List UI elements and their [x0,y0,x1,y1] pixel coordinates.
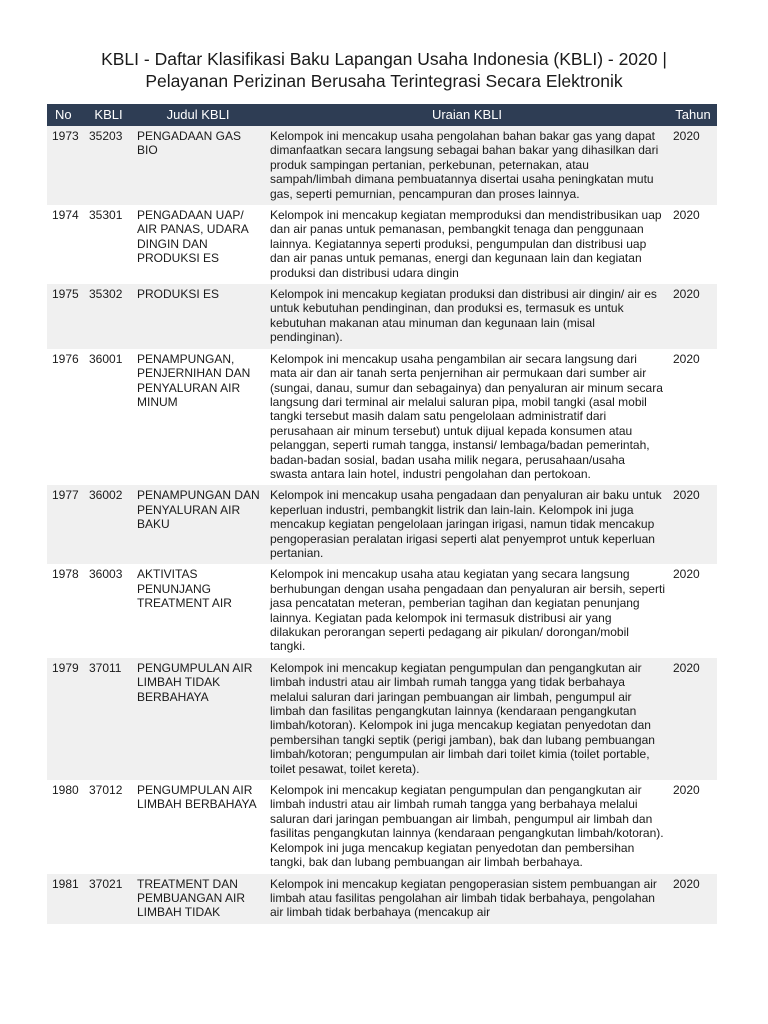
cell-kbli: 36001 [86,349,131,486]
column-header-uraian: Uraian KBLI [265,104,669,126]
cell-uraian: Kelompok ini mencakup usaha atau kegiatan yang secara langsung berhubungan dengan usaha pengadaan dan penyaluran air bersih, seperti jasa pencatatan meteran, pemberian tagihan dan kegiatan penunjang lainnya. Kegiatan pada kelompok ini termasuk distribusi air yang dilakukan perorangan seperti pedagang air pikulan/ dorongan/mobil tangki. [265,564,669,657]
cell-uraian: Kelompok ini mencakup usaha pengadaan dan penyaluran air baku untuk keperluan industri, pembangkit listrik dan lain-lain. Kelompok ini juga mencakup kegiatan pengelolaan jaringan irigasi, namun tidak mencakup pengoperasian peralatan irigasi seperti alat penyemprot untuk keperluan pertanian. [265,485,669,564]
table-row [47,126,717,205]
cell-tahun: 2020 [669,284,717,349]
cell-tahun: 2020 [669,126,717,205]
table-row [47,874,717,924]
column-header-kbli: KBLI [86,104,131,126]
cell-judul: PENAMPUNGAN, PENJERNIHAN DAN PENYALURAN AIR MINUM [131,349,265,486]
table-row [47,658,717,780]
cell-kbli: 35301 [86,205,131,284]
cell-tahun: 2020 [669,564,717,657]
table-row [47,564,717,657]
kbli-table [47,104,717,924]
cell-tahun: 2020 [669,349,717,486]
cell-uraian: Kelompok ini mencakup kegiatan pengoperasian sistem pembuangan air limbah atau fasilitas pengolahan air limbah tidak berbahaya, pengolahan air limbah tidak berbahaya (mencakup air [265,874,669,924]
cell-no: 1974 [47,205,86,284]
cell-kbli: 37011 [86,658,131,780]
cell-tahun: 2020 [669,205,717,284]
cell-uraian: Kelompok ini mencakup kegiatan pengumpulan dan pengangkutan air limbah industri atau air limbah rumah tangga yang tidak berbahaya melalui saluran dari jaringan pembuangan air limbah, pengumpul air limbah dan fasilitas pengangkutan lainnya (kendaraan pengangkutan limbah/kotoran). Kelompok ini juga mencakup kegiatan penyedotan dan pembersihan tangki septik (perigi jamban), bak dan lubang pembuangan limbah/kotoran; pengumpulan air limbah dari toilet kimia (toilet portable, toilet pesawat, toilet kereta). [265,658,669,780]
cell-kbli: 35203 [86,126,131,205]
cell-judul: AKTIVITAS PENUNJANG TREATMENT AIR [131,564,265,657]
document-title [0,48,768,92]
cell-no: 1981 [47,874,86,924]
column-header-no: No [47,104,86,126]
table-row [47,349,717,486]
title-line-2: Pelayanan Perizinan Berusaha Terintegrasi Secara Elektronik [145,71,623,91]
table-header-row [47,104,717,126]
cell-no: 1980 [47,780,86,873]
cell-no: 1979 [47,658,86,780]
cell-judul: PENGADAAN GAS BIO [131,126,265,205]
cell-kbli: 36003 [86,564,131,657]
column-header-tahun: Tahun [669,104,717,126]
cell-judul: PENGUMPULAN AIR LIMBAH TIDAK BERBAHAYA [131,658,265,780]
cell-uraian: Kelompok ini mencakup usaha pengambilan air secara langsung dari mata air dan air tanah serta penjernihan air permukaan dari sumber air (sungai, danau, sumur dan sebagainya) dan penyaluran air minum secara langsung dari terminal air melalui saluran pipa, mobil tangki (asal mobil tangki tersebut masih dalam satu pengelolaan administratif dari perusahaan air minum tersebut) untuk dijual kepada konsumen atau pelanggan, seperti rumah tangga, instansi/ lembaga/badan pemerintah, badan-badan sosial, badan usaha milik negara, perusahaan/usaha swasta antara lain hotel, industri pengolahan dan pertokoan. [265,349,669,486]
column-header-judul: Judul KBLI [131,104,265,126]
cell-no: 1977 [47,485,86,564]
table-row [47,205,717,284]
cell-judul: PENGUMPULAN AIR LIMBAH BERBAHAYA [131,780,265,873]
cell-uraian: Kelompok ini mencakup kegiatan pengumpulan dan pengangkutan air limbah industri atau air limbah rumah tangga yang berbahaya melalui saluran dari jaringan pembuangan air limbah, pengumpul air limbah dan fasilitas pengangkutan lainnya (kendaraan pengangkutan limbah/kotoran). Kelompok ini juga mencakup kegiatan penyedotan dan pembersihan tangki, bak dan lubang pembuangan air limbah berbahaya. [265,780,669,873]
table-row [47,485,717,564]
cell-kbli: 36002 [86,485,131,564]
cell-no: 1975 [47,284,86,349]
cell-tahun: 2020 [669,485,717,564]
cell-judul: TREATMENT DAN PEMBUANGAN AIR LIMBAH TIDAK [131,874,265,924]
table-row [47,284,717,349]
cell-kbli: 37012 [86,780,131,873]
cell-kbli: 35302 [86,284,131,349]
title-line-1: KBLI - Daftar Klasifikasi Baku Lapangan Usaha Indonesia (KBLI) - 2020 | [101,49,667,69]
cell-tahun: 2020 [669,874,717,924]
cell-uraian: Kelompok ini mencakup usaha pengolahan bahan bakar gas yang dapat dimanfaatkan secara langsung sebagai bahan bakar yang dihasilkan dari produk sampingan pertanian, perkebunan, peternakan, atau sampah/limbah dimana pembuatannya disertai usaha peningkatan mutu gas, seperti pemurnian, pencampuran dan proses lainnya. [265,126,669,205]
table-row [47,780,717,873]
cell-tahun: 2020 [669,780,717,873]
cell-tahun: 2020 [669,658,717,780]
cell-no: 1978 [47,564,86,657]
cell-no: 1973 [47,126,86,205]
cell-kbli: 37021 [86,874,131,924]
cell-judul: PRODUKSI ES [131,284,265,349]
cell-uraian: Kelompok ini mencakup kegiatan memproduksi dan mendistribusikan uap dan air panas untuk pemanasan, pembangkit tenaga dan penggunaan lainnya. Kegiatannya seperti produksi, pengumpulan dan distribusi uap dan air panas untuk pemanas, energi dan kegunaan lain dan kegiatan produksi dan distribusi udara dingin [265,205,669,284]
cell-judul: PENGADAAN UAP/ AIR PANAS, UDARA DINGIN DAN PRODUKSI ES [131,205,265,284]
cell-no: 1976 [47,349,86,486]
cell-judul: PENAMPUNGAN DAN PENYALURAN AIR BAKU [131,485,265,564]
cell-uraian: Kelompok ini mencakup kegiatan produksi dan distribusi air dingin/ air es untuk kebutuhan pendinginan, dan produksi es, termasuk es untuk kebutuhan makanan atau minuman dan kegunaan lain (misal pendinginan). [265,284,669,349]
